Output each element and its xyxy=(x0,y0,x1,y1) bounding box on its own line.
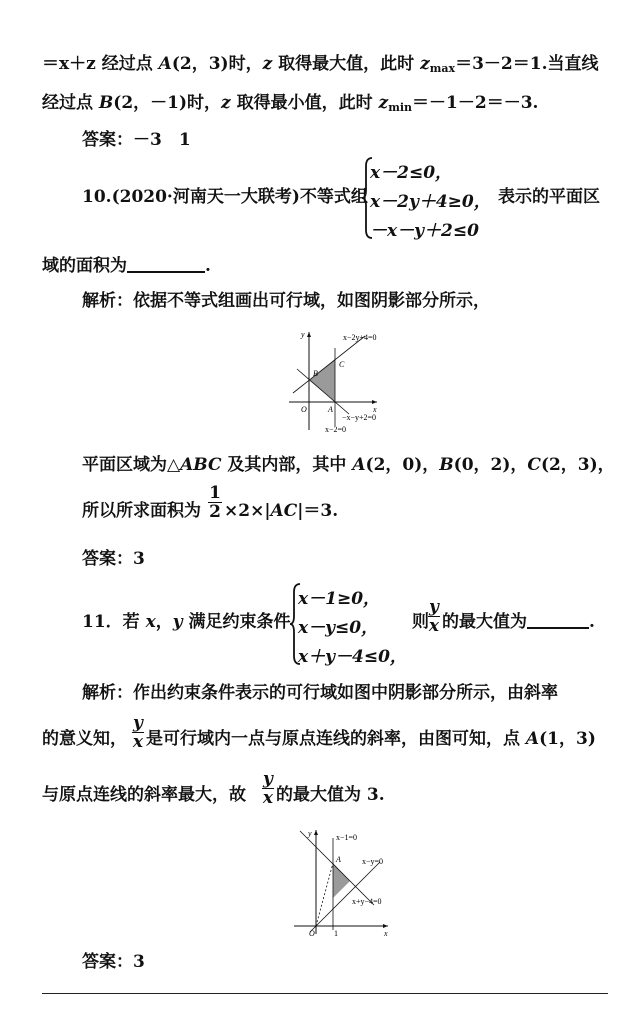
q11-stem xyxy=(82,611,291,633)
point-A: A xyxy=(352,455,366,475)
text: 满足约束条件 xyxy=(182,612,291,632)
system-row-3: －x－y＋2≤0 xyxy=(370,221,479,241)
point-C: C xyxy=(527,455,541,475)
q11-analysis-2a xyxy=(42,728,127,750)
numerator: y xyxy=(429,597,439,617)
label-line3: x−2=0 xyxy=(325,425,347,434)
analysis-label: 解析： xyxy=(82,683,133,703)
var-zmin: z xyxy=(378,93,389,113)
bottom-divider xyxy=(42,993,608,994)
text: 经过点 xyxy=(42,93,99,113)
text: (2，3)， xyxy=(540,455,615,475)
label-y: y xyxy=(308,829,312,838)
answer-label: 答案： xyxy=(82,130,133,150)
q11-figure xyxy=(288,826,402,938)
x-axis-arrow-icon xyxy=(372,400,377,404)
system-row-3: x＋y－4≤0， xyxy=(298,647,407,667)
feasible-region xyxy=(309,359,335,402)
label-x: x xyxy=(384,929,388,938)
numerator: y xyxy=(263,769,273,789)
segment-AC: AC xyxy=(270,501,298,521)
q10-region xyxy=(82,454,615,476)
text: 平面区域为△ xyxy=(82,455,181,475)
text: 与原点连线的斜率最大，故 xyxy=(42,785,246,805)
var-z: z xyxy=(262,54,273,74)
analysis-label: 解析： xyxy=(82,291,133,311)
text: (2，3)时， xyxy=(171,54,263,74)
q11-analysis-3a xyxy=(42,784,246,806)
numerator: 1 xyxy=(209,483,221,503)
label-line1: x−2y+4=0 xyxy=(343,333,377,342)
var-y: y xyxy=(172,612,183,632)
text: (2，0)， xyxy=(365,455,440,475)
label-x: x xyxy=(373,405,377,414)
triangle-ABC: ABC xyxy=(180,455,222,475)
label-xy4: x+y−4=0 xyxy=(352,897,382,906)
label-origin: O xyxy=(309,929,315,938)
q10-figure xyxy=(285,326,405,438)
denominator: x xyxy=(132,732,144,752)
text: . xyxy=(589,612,595,632)
q10-analysis xyxy=(82,290,490,312)
text: 是可行域内一点与原点连线的斜率，由图可知，点 xyxy=(146,729,526,749)
answer-value: 3 xyxy=(133,549,145,569)
q11-system xyxy=(290,582,410,666)
text: (1，3) xyxy=(539,729,596,749)
answer-blank[interactable] xyxy=(527,627,589,629)
label-xy: x−y=0 xyxy=(362,857,384,866)
system-row-2: x－y≤0， xyxy=(298,618,379,638)
frac-y-over-x xyxy=(428,598,440,635)
text: (0，2)， xyxy=(453,455,528,475)
subscript-min: min xyxy=(388,101,413,114)
text: . xyxy=(205,256,211,276)
feasible-region xyxy=(333,863,350,898)
answer-blank[interactable] xyxy=(127,271,205,273)
q10-area-b xyxy=(224,500,338,522)
q11-analysis-3b xyxy=(276,784,385,806)
answer-label: 答案： xyxy=(82,549,133,569)
q10-stem-tail xyxy=(498,186,600,208)
answer-prev xyxy=(82,129,191,151)
text: 取得最小值，此时 xyxy=(230,93,379,113)
label-C: C xyxy=(339,360,345,369)
line-OA-dashed xyxy=(316,863,333,926)
answer-value: －3 1 xyxy=(133,130,191,150)
label-x1: x−1=0 xyxy=(336,833,358,842)
text: ＝x＋z 经过点 xyxy=(42,54,159,74)
label-origin: O xyxy=(301,405,307,414)
text: ＝－1－2＝－3. xyxy=(412,93,539,113)
label-y: y xyxy=(301,330,305,339)
label-tick-1: 1 xyxy=(334,929,338,938)
question-source: (2020·河南天一大联考) xyxy=(111,187,300,207)
q10-stem xyxy=(82,186,368,208)
y-axis-arrow-icon xyxy=(307,332,311,337)
x-axis-arrow-icon xyxy=(383,924,388,928)
top-line-1 xyxy=(42,53,598,80)
q10-line2 xyxy=(42,255,211,277)
analysis-text: 依据不等式组画出可行域，如图阴影部分所示， xyxy=(133,291,490,311)
q10-answer xyxy=(82,548,145,570)
numerator: y xyxy=(133,713,143,733)
text: 表示的平面区 xyxy=(498,187,600,207)
frac-y-over-x-3 xyxy=(262,770,274,807)
label-B: B xyxy=(313,369,318,378)
var-x: x xyxy=(145,612,156,632)
answer-label: 答案： xyxy=(82,952,133,972)
text: ＝3－2＝1.当直线 xyxy=(455,54,599,74)
point-B: B xyxy=(439,455,454,475)
q11-analysis-1 xyxy=(82,682,558,704)
denominator: 2 xyxy=(209,502,221,522)
system-row-2: x－2y＋4≥0， xyxy=(370,192,491,212)
text: ×2×| xyxy=(224,501,271,521)
text: 取得最大值，此时 xyxy=(272,54,421,74)
point-A: A xyxy=(158,54,172,74)
point-B: B xyxy=(98,93,114,113)
text: ， xyxy=(155,612,173,632)
subscript-max: max xyxy=(429,62,456,75)
top-line-2 xyxy=(42,92,538,119)
q10-system xyxy=(362,156,502,240)
text: 所以所求面积为 xyxy=(82,501,201,521)
text: 若 xyxy=(122,612,146,632)
denominator: x xyxy=(428,616,440,636)
text: 域的面积为 xyxy=(42,256,127,276)
text: 及其内部，其中 xyxy=(221,455,353,475)
q11-then xyxy=(412,611,429,633)
system-row-1: x－1≥0， xyxy=(298,589,381,609)
y-axis-arrow-icon xyxy=(314,830,318,835)
question-stem: 不等式组 xyxy=(299,187,368,207)
label-A: A xyxy=(328,405,333,414)
text: |＝3. xyxy=(297,501,339,521)
question-number: 11． xyxy=(82,612,123,632)
system-row-1: x－2≤0， xyxy=(370,163,453,183)
text: 则 xyxy=(412,612,429,632)
q11-ask xyxy=(442,611,595,633)
answer-value: 3 xyxy=(133,952,145,972)
text: 的最大值为 xyxy=(442,612,527,632)
q11-answer xyxy=(82,951,145,973)
point-A: A xyxy=(525,729,540,749)
label-A: A xyxy=(336,855,341,864)
q10-area-a xyxy=(82,500,201,522)
frac-y-over-x-2 xyxy=(132,714,144,751)
q11-analysis-2b xyxy=(146,728,596,750)
text: (2，－1)时， xyxy=(113,93,222,113)
label-line2: −x−y+2=0 xyxy=(342,413,377,422)
var-zmax: z xyxy=(420,54,430,74)
var-z: z xyxy=(221,93,231,113)
analysis-text: 作出约束条件表示的可行域如图中阴影部分所示，由斜率 xyxy=(133,683,558,703)
text: 的意义知， xyxy=(42,729,127,749)
text: 的最大值为 3. xyxy=(276,785,385,805)
denominator: x xyxy=(262,788,274,808)
frac-one-half xyxy=(208,484,222,521)
question-number: 10. xyxy=(82,187,112,207)
